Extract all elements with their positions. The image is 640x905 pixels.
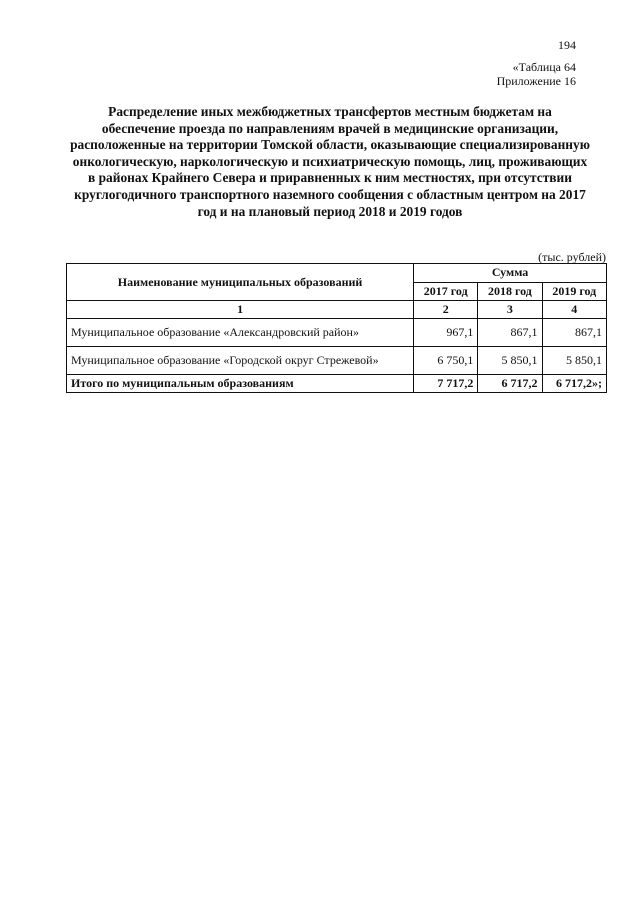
- header-year-2018: 2018 год: [478, 282, 542, 301]
- appendix-reference: Приложение 16: [496, 74, 576, 88]
- table-row: [67, 319, 607, 347]
- column-number: 3: [478, 301, 542, 319]
- total-2018: 6 717,2: [478, 375, 542, 393]
- total-label: Итого по муниципальным образованиям: [67, 375, 414, 393]
- page-number: 194: [558, 38, 576, 52]
- column-number: 2: [414, 301, 478, 319]
- document-title: Распределение иных межбюджетных трансфертов местным бюджетам на обеспечение проезда по направлениям врачей в медицинские организации, расположенные на территории Томской области, оказывающие специализированную онкологическую, наркологическую и психиатрическую помощь, лиц, проживающих в районах Крайнего Севера и приравненных к ним местностях, при отсутствии круглогодичного транспортного наземного сообщения с областным центром на 2017 год и на плановый период 2018 и 2019 годов: [70, 104, 590, 219]
- header-year-2019: 2019 год: [542, 282, 607, 301]
- column-number: 4: [542, 301, 607, 319]
- header-municipality: Наименование муниципальных образований: [67, 264, 414, 301]
- annex-block: [497, 60, 576, 88]
- value-2017: 6 750,1: [414, 347, 478, 375]
- table-reference: «Таблица 64: [512, 60, 576, 74]
- value-2018: 867,1: [478, 319, 542, 347]
- column-number-row: [67, 301, 607, 319]
- total-2017: 7 717,2: [414, 375, 478, 393]
- table-row: [67, 347, 607, 375]
- header-year-2017: 2017 год: [414, 282, 478, 301]
- municipality-name: Муниципальное образование «Городской округ Стрежевой»: [67, 347, 414, 375]
- total-2019: 6 717,2»;: [542, 375, 607, 393]
- value-2019: 867,1: [542, 319, 607, 347]
- value-2017: 967,1: [414, 319, 478, 347]
- value-2019: 5 850,1: [542, 347, 607, 375]
- units-label: (тыс. рублей): [538, 250, 606, 264]
- distribution-table: [66, 263, 607, 393]
- column-number: 1: [67, 301, 414, 319]
- value-2018: 5 850,1: [478, 347, 542, 375]
- total-row: [67, 375, 607, 393]
- table-header-row: [67, 264, 607, 283]
- header-sum: Сумма: [414, 264, 607, 283]
- municipality-name: Муниципальное образование «Александровский район»: [67, 319, 414, 347]
